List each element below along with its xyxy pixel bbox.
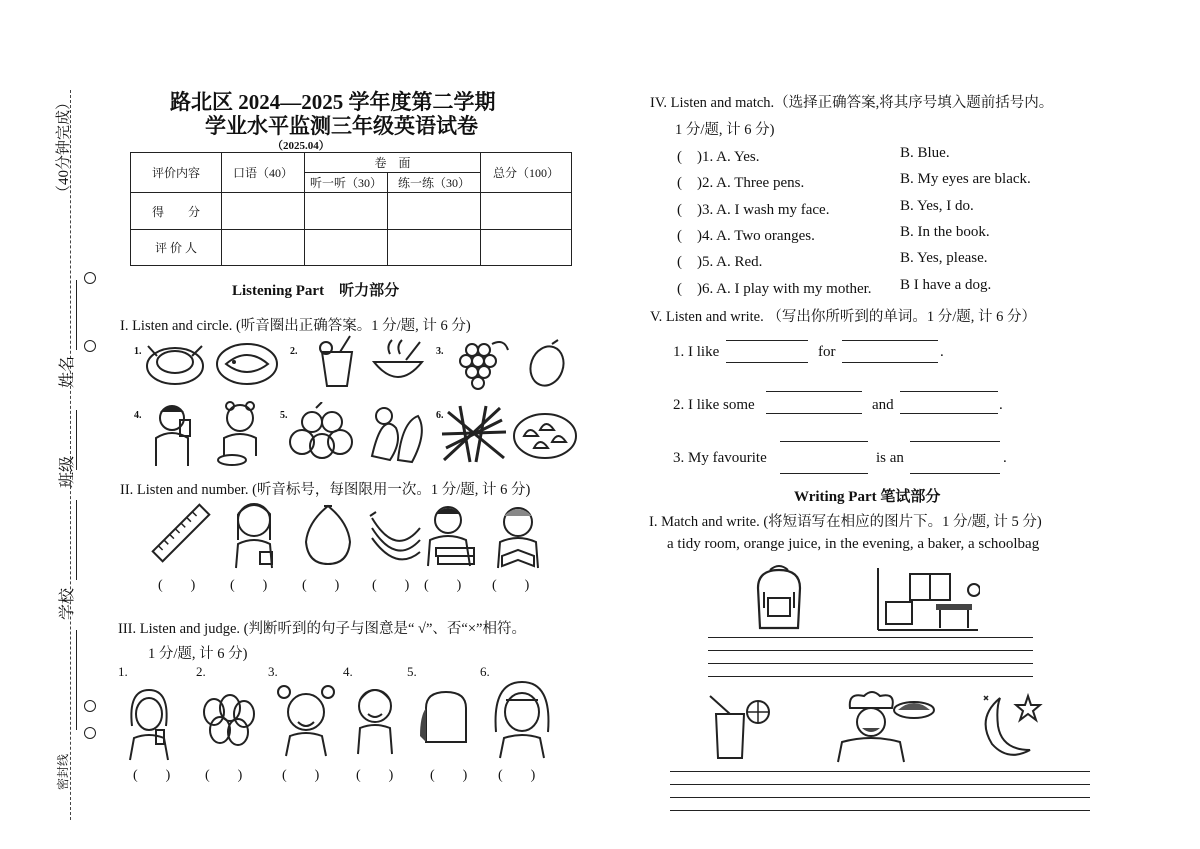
section1-title: I. Listen and circle. (听音圈出正确答案。1 分/题, 计 6 分) bbox=[120, 318, 471, 334]
match-item-left[interactable]: ( )6. A. I play with my mother. bbox=[677, 281, 872, 297]
binding-hole bbox=[84, 700, 96, 712]
answer-parenthesis[interactable]: ( ) bbox=[282, 768, 320, 783]
section4-subtitle: 1 分/题, 计 6 分) bbox=[675, 122, 775, 138]
woman-with-phone-icon[interactable] bbox=[122, 686, 176, 762]
table-header: 卷 面 bbox=[305, 153, 481, 173]
match-item-right: B. In the book. bbox=[900, 224, 990, 240]
answer-parenthesis[interactable]: ( ) bbox=[356, 768, 394, 783]
fill-sentence-2: 2. I like some bbox=[673, 397, 755, 413]
item-number: 3. bbox=[436, 346, 444, 357]
table-cell[interactable] bbox=[305, 229, 388, 265]
table-row-label: 评 价 人 bbox=[131, 229, 222, 265]
item-number: 5. bbox=[407, 664, 417, 679]
exam-date: （2025.04） bbox=[272, 140, 330, 152]
answer-blank[interactable] bbox=[910, 441, 1000, 442]
dumplings-plate-icon[interactable] bbox=[512, 406, 578, 462]
match-item-right: B. Yes, please. bbox=[900, 250, 988, 266]
name-label: 姓名 bbox=[59, 355, 76, 388]
answer-parenthesis[interactable]: ( ) bbox=[158, 578, 196, 593]
baker-icon[interactable] bbox=[828, 690, 938, 764]
answer-parenthesis[interactable]: ( ) bbox=[230, 578, 268, 593]
item-number: 4. bbox=[343, 664, 353, 679]
answer-parenthesis[interactable]: ( ) bbox=[430, 768, 468, 783]
listening-part-heading: Listening Part 听力部分 bbox=[232, 283, 400, 299]
fish-dish-icon[interactable] bbox=[214, 336, 280, 388]
girl-eating-icon[interactable] bbox=[210, 400, 270, 468]
orange-juice-icon[interactable] bbox=[706, 694, 772, 762]
writing-part-heading: Writing Part 笔试部分 bbox=[794, 489, 941, 505]
section3-title-points: 1 分/题, 计 6 分) bbox=[148, 646, 248, 662]
girl-pigtails-icon[interactable] bbox=[276, 682, 336, 758]
time-note: （40分钟完成） bbox=[56, 94, 72, 200]
item-number: 4. bbox=[134, 410, 142, 421]
writing-line[interactable] bbox=[670, 810, 1090, 811]
answer-blank[interactable] bbox=[910, 473, 1000, 474]
answer-parenthesis[interactable]: ( ) bbox=[424, 578, 462, 593]
fill-period: . bbox=[999, 397, 1003, 413]
table-cell[interactable] bbox=[222, 229, 305, 265]
item-number: 2. bbox=[290, 346, 298, 357]
item-number: 2. bbox=[196, 664, 206, 679]
boy-drinking-icon[interactable] bbox=[146, 402, 206, 468]
seal-write-line bbox=[76, 630, 77, 730]
table-cell[interactable] bbox=[481, 229, 572, 265]
fruit-basket-icon[interactable] bbox=[286, 402, 356, 466]
answer-blank[interactable] bbox=[842, 362, 938, 363]
writing-line[interactable] bbox=[670, 797, 1090, 798]
writing-line[interactable] bbox=[708, 663, 1033, 664]
table-cell[interactable] bbox=[388, 229, 481, 265]
answer-blank[interactable] bbox=[900, 391, 998, 392]
name-write-line[interactable] bbox=[76, 280, 77, 350]
schoolbag-icon[interactable] bbox=[750, 562, 808, 632]
writing-line[interactable] bbox=[708, 650, 1033, 651]
school-write-line[interactable] bbox=[76, 500, 77, 580]
vegetables-icon[interactable] bbox=[362, 402, 432, 466]
exam-title-line2: 学业水平监测三年级英语试卷 bbox=[205, 114, 478, 138]
score-table bbox=[130, 152, 572, 266]
answer-parenthesis[interactable]: ( ) bbox=[133, 768, 171, 783]
writing-line[interactable] bbox=[670, 784, 1090, 785]
item-number: 3. bbox=[268, 664, 278, 679]
item-number: 1. bbox=[118, 664, 128, 679]
bananas-icon[interactable] bbox=[366, 508, 422, 566]
table-header: 评价内容 bbox=[131, 153, 222, 193]
match-item-left[interactable]: ( )5. A. Red. bbox=[677, 254, 763, 270]
class-label: 班级 bbox=[59, 455, 76, 488]
table-header: 总分（100） bbox=[481, 153, 572, 193]
match-item-left[interactable]: ( )4. A. Two oranges. bbox=[677, 228, 815, 244]
binding-hole bbox=[84, 272, 96, 284]
writing-section1-title: I. Match and write. (将短语写在相应的图片下。1 分/题, 计 5 分) bbox=[649, 514, 1042, 530]
match-item-left[interactable]: ( )1. A. Yes. bbox=[677, 149, 760, 165]
binding-hole bbox=[84, 727, 96, 739]
fill-period: . bbox=[1003, 450, 1007, 466]
match-item-left[interactable]: ( )3. A. I wash my face. bbox=[677, 202, 830, 218]
section3-title: III. Listen and judge. (判断听到的句子与图意是“ √”、否“×”相符。 bbox=[118, 621, 526, 637]
moon-and-star-icon[interactable] bbox=[974, 690, 1050, 762]
section4-title: IV. Listen and match.（选择正确答案,将其序号填入题前括号内。 bbox=[650, 95, 1054, 111]
exam-title-line1: 路北区 2024—2025 学年度第二学期 bbox=[170, 90, 496, 114]
section5-title: V. Listen and write. （写出你所听到的单词。1 分/题, 计 6 分） bbox=[650, 309, 1036, 325]
bread-loaf-icon[interactable] bbox=[416, 686, 474, 746]
eggs-icon[interactable] bbox=[198, 690, 258, 748]
pomelo-icon[interactable] bbox=[300, 502, 356, 566]
writing-line[interactable] bbox=[708, 637, 1033, 638]
fill-word: is an bbox=[876, 450, 904, 466]
match-item-right: B I have a dog. bbox=[900, 277, 992, 293]
answer-parenthesis[interactable]: ( ) bbox=[205, 768, 243, 783]
match-item-right: B. Yes, I do. bbox=[900, 198, 974, 214]
binding-hole bbox=[84, 340, 96, 352]
item-number: 6. bbox=[436, 410, 444, 421]
answer-parenthesis[interactable]: ( ) bbox=[492, 578, 530, 593]
match-item-left[interactable]: ( )2. A. Three pens. bbox=[677, 175, 805, 191]
seal-line-label: 密封线 bbox=[56, 753, 70, 790]
fill-sentence-1: 1. I like bbox=[673, 344, 720, 360]
school-label: 学校 bbox=[59, 587, 76, 620]
item-number: 5. bbox=[280, 410, 288, 421]
sticks-pile-icon[interactable] bbox=[440, 402, 508, 464]
writing-line[interactable] bbox=[708, 676, 1033, 677]
fill-period: . bbox=[940, 344, 944, 360]
answer-blank[interactable] bbox=[780, 441, 868, 442]
answer-blank[interactable] bbox=[766, 391, 862, 392]
ruler-icon[interactable] bbox=[148, 500, 214, 566]
answer-parenthesis[interactable]: ( ) bbox=[372, 578, 410, 593]
table-header: 口语（40） bbox=[222, 153, 305, 193]
boy-smiling-icon[interactable] bbox=[350, 680, 400, 756]
roast-chicken-icon[interactable] bbox=[142, 336, 208, 388]
lemon-icon[interactable] bbox=[522, 338, 572, 388]
answer-blank[interactable] bbox=[842, 340, 938, 341]
fill-sentence-3: 3. My favourite bbox=[673, 450, 767, 466]
table-cell[interactable] bbox=[388, 193, 481, 229]
table-cell[interactable] bbox=[222, 193, 305, 229]
grapes-icon[interactable] bbox=[452, 334, 512, 392]
boy-reading-icon[interactable] bbox=[488, 502, 548, 570]
tidy-room-icon[interactable] bbox=[874, 566, 980, 632]
answer-blank[interactable] bbox=[726, 362, 808, 363]
boy-folding-clothes-icon[interactable] bbox=[420, 502, 480, 568]
table-header: 听一听（30） bbox=[305, 173, 388, 193]
answer-parenthesis[interactable]: ( ) bbox=[498, 768, 536, 783]
girl-winking-icon[interactable] bbox=[490, 676, 554, 760]
answer-blank[interactable] bbox=[780, 473, 868, 474]
fill-word: and bbox=[872, 397, 894, 413]
match-item-right: B. My eyes are black. bbox=[900, 171, 1031, 187]
answer-parenthesis[interactable]: ( ) bbox=[302, 578, 340, 593]
table-row-label: 得 分 bbox=[131, 193, 222, 229]
phrase-bank: a tidy room, orange juice, in the evening, a baker, a schoolbag bbox=[667, 536, 1040, 552]
answer-blank[interactable] bbox=[766, 413, 862, 414]
item-number: 6. bbox=[480, 664, 490, 679]
fill-word: for bbox=[818, 344, 836, 360]
answer-blank[interactable] bbox=[726, 340, 808, 341]
table-cell[interactable] bbox=[305, 193, 388, 229]
juice-glass-icon[interactable] bbox=[312, 334, 362, 390]
table-header: 练一练（30） bbox=[388, 173, 481, 193]
writing-line[interactable] bbox=[670, 771, 1090, 772]
soup-bowl-icon[interactable] bbox=[370, 334, 426, 390]
section2-title: II. Listen and number. (听音标号，每图限用一次。1 分/题, 计 6 分) bbox=[120, 482, 531, 498]
girl-with-drink-icon[interactable] bbox=[224, 500, 288, 570]
answer-blank[interactable] bbox=[900, 413, 998, 414]
match-item-right: B. Blue. bbox=[900, 145, 950, 161]
table-cell[interactable] bbox=[481, 193, 572, 229]
item-number: 1. bbox=[134, 346, 142, 357]
